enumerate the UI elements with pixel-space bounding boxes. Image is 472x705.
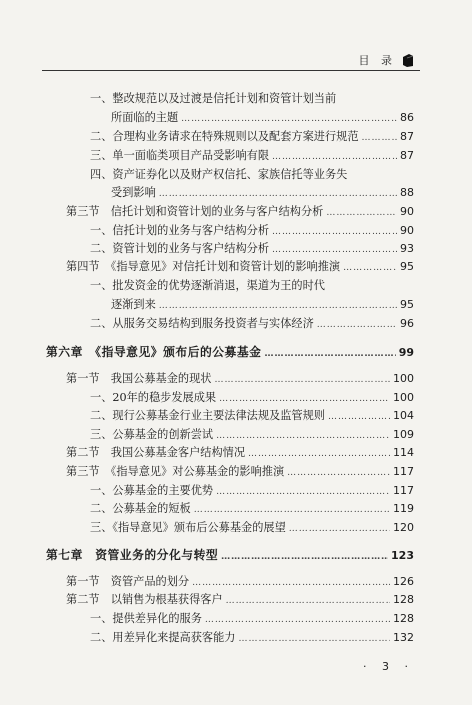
dot-leader [362, 131, 397, 145]
dot-leader [221, 550, 388, 564]
toc-page-number: 99 [398, 346, 414, 359]
toc-section-entry [66, 593, 414, 608]
dot-leader [226, 594, 390, 608]
toc-entry-label: 一、批发资金的优势逐渐消退，渠道为王的时代 [90, 279, 325, 292]
toc-subsection-entry [111, 298, 414, 313]
page-number: · 3 · [363, 660, 414, 673]
dot-leader [328, 410, 390, 424]
toc-page-number: 117 [393, 465, 414, 478]
toc-page-number: 128 [393, 593, 414, 606]
toc-entry-label: 第三节 《指导意见》对公募基金的影响推演 [66, 465, 285, 478]
toc-page-number: 87 [400, 149, 414, 162]
toc-section-entry [66, 372, 414, 387]
toc-subsection-entry [90, 92, 414, 106]
toc-entry-label: 一、提供差异化的服务 [90, 612, 202, 625]
toc-page-number: 128 [393, 612, 414, 625]
toc-subsection-entry [90, 612, 414, 627]
dot-leader [287, 466, 390, 480]
toc-entry-label: 三、《指导意见》颁布后公募基金的展望 [90, 521, 286, 534]
toc-section-entry [66, 575, 414, 590]
toc-entry-label: 二、从服务交易结构到服务投资者与实体经济 [90, 317, 314, 330]
toc-entry-label: 一、信托计划的业务与客户结构分析 [90, 224, 270, 237]
toc-page-number: 93 [400, 242, 414, 255]
toc-entry-label: 第一节 我国公募基金的现状 [66, 372, 212, 385]
toc-section-entry [66, 205, 414, 220]
toc-entry-label: 二、用差异化来提高获客能力 [90, 631, 236, 644]
toc-subsection-entry [90, 631, 414, 646]
toc-page-number: 117 [393, 484, 414, 497]
dot-leader [343, 261, 397, 275]
toc-subsection-entry [90, 242, 414, 257]
dot-leader [194, 503, 390, 517]
toc-entry-label: 所面临的主题 [111, 111, 179, 124]
toc-subsection-entry [90, 428, 414, 443]
dot-leader [216, 429, 390, 443]
dot-leader [159, 299, 397, 313]
toc-entry-label: 第四节 《指导意见》对信托计划和资管计划的影响推演 [66, 260, 341, 273]
toc-subsection-entry [90, 168, 414, 182]
dot-leader [238, 632, 390, 646]
dot-leader [317, 318, 397, 332]
toc-subsection-entry [90, 484, 414, 499]
dot-leader [181, 112, 397, 126]
toc-subsection-entry [90, 130, 414, 145]
toc-page-number: 104 [393, 409, 414, 422]
toc-entry-label: 第三节 信托计划和资管计划的业务与客户结构分析 [66, 205, 324, 218]
toc-entry-label: 第七章 资管业务的分化与转型 [46, 548, 219, 562]
toc-entry-label: 一、20年的稳步发展成果 [90, 391, 217, 404]
toc-page-number: 95 [400, 298, 414, 311]
toc-entry-label: 二、合理构业务请求在特殊规则以及配套方案进行规范 [90, 130, 359, 143]
toc-entry-label: 一、整改规范以及过渡是信托计划和资管计划当前 [90, 92, 337, 105]
dot-leader [289, 522, 390, 536]
toc-page-number: 123 [391, 549, 414, 562]
toc-page-number: 100 [393, 391, 414, 404]
toc-page-number: 126 [393, 575, 414, 588]
toc-entry-label: 第二节 以销售为根基获得客户 [66, 593, 223, 606]
toc-entry-label: 第六章 《指导意见》颁布后的公募基金 [46, 345, 262, 359]
toc-page-number: 114 [393, 446, 414, 459]
dot-leader [205, 613, 390, 627]
toc-entry-label: 一、公募基金的主要优势 [90, 484, 214, 497]
toc-page-number: 132 [393, 631, 414, 644]
header-title: 目 录 [358, 54, 396, 67]
dot-leader [326, 206, 397, 220]
toc-entry-label: 四、资产证券化以及财产权信托、家族信托等业务失 [90, 168, 348, 181]
toc-page-number: 120 [393, 521, 414, 534]
toc-chapter-entry [46, 345, 414, 361]
toc-chapter-entry [46, 548, 414, 564]
toc-page-number: 100 [393, 372, 414, 385]
toc-subsection-entry [90, 317, 414, 332]
toc-page-number: 95 [400, 260, 414, 273]
toc-section-entry [66, 465, 414, 480]
toc-subsection-entry [111, 111, 414, 126]
toc-subsection-entry [90, 391, 414, 406]
toc-entry-label: 逐渐到来 [111, 298, 156, 311]
toc-section-entry [66, 260, 414, 275]
toc-page-number: 90 [400, 205, 414, 218]
toc-subsection-entry [90, 149, 414, 164]
toc-entry-label: 二、现行公募基金行业主要法律法规及监管规则 [90, 409, 325, 422]
toc-subsection-entry [90, 279, 414, 293]
dot-leader [248, 447, 390, 461]
toc-entry-label: 第一节 资管产品的划分 [66, 575, 190, 588]
dot-leader [219, 392, 390, 406]
toc-page-number: 119 [393, 502, 414, 515]
toc-page-number: 88 [400, 186, 414, 199]
toc-subsection-entry [90, 521, 414, 536]
toc-entry-label: 受到影响 [111, 186, 156, 199]
toc-subsection-entry [90, 224, 414, 239]
dot-leader [272, 243, 397, 257]
toc-subsection-entry [111, 186, 414, 201]
toc-subsection-entry [90, 409, 414, 424]
toc-section-entry [66, 446, 414, 461]
toc-entry-label: 三、公募基金的创新尝试 [90, 428, 214, 441]
dot-leader [272, 225, 397, 239]
dot-leader [192, 576, 390, 590]
toc-page-number: 87 [400, 130, 414, 143]
toc-entry-label: 二、资管计划的业务与客户结构分析 [90, 242, 270, 255]
toc-page-number: 90 [400, 224, 414, 237]
toc-entry-label: 三、单一面临类项目产品受影响有限 [90, 149, 270, 162]
toc-page-number: 109 [393, 428, 414, 441]
toc-page-number: 86 [400, 111, 414, 124]
dot-leader [272, 150, 397, 164]
dot-leader [214, 373, 390, 387]
dot-leader [216, 485, 390, 499]
toc-subsection-entry [90, 502, 414, 517]
dot-leader [159, 187, 397, 201]
toc-page-number: 96 [400, 317, 414, 330]
toc-entry-label: 第二节 我国公募基金客户结构情况 [66, 446, 246, 459]
toc-entry-label: 二、公募基金的短板 [90, 502, 191, 515]
dot-leader [264, 347, 395, 361]
